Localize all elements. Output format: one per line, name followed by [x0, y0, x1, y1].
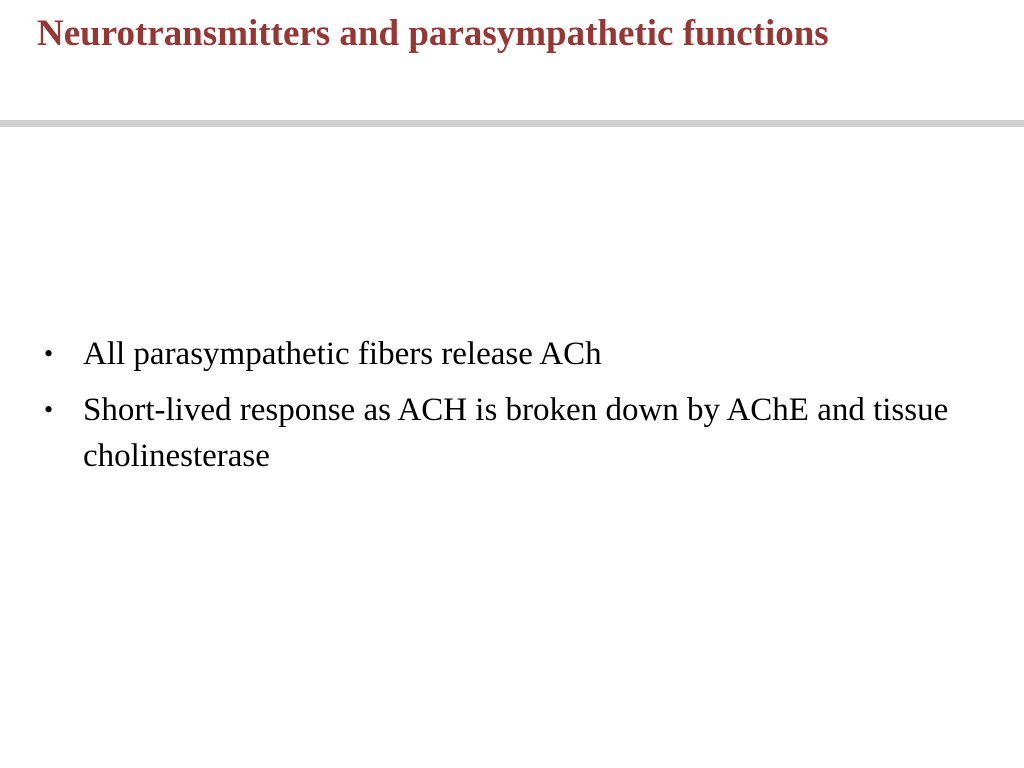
bullet-item: [44, 387, 974, 479]
bullet-marker: •: [44, 395, 54, 424]
title-divider: [0, 120, 1024, 127]
bullet-list: [44, 331, 974, 489]
bullet-item: [44, 331, 974, 377]
bullet-text: Short-lived response as ACH is broken down by AChE and tissue cholinesterase: [83, 392, 949, 474]
bullet-marker: •: [44, 339, 54, 368]
bullet-text: All parasympathetic fibers release ACh: [83, 336, 602, 372]
slide-title: Neurotransmitters and parasympathetic functions: [37, 13, 829, 54]
